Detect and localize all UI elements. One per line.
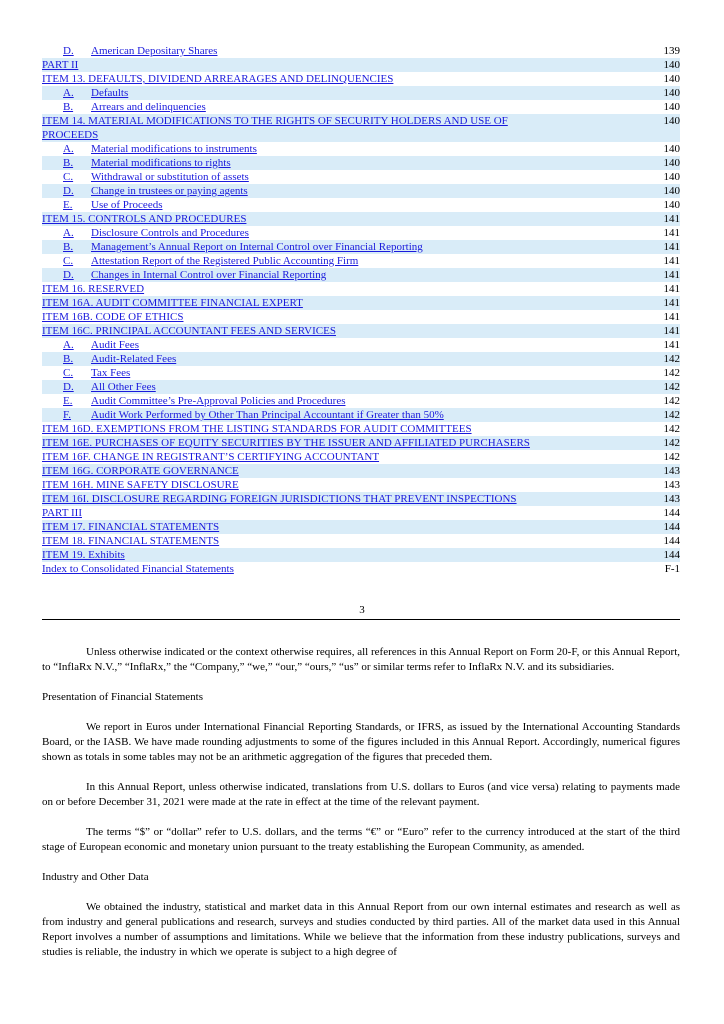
toc-page-number: 141 <box>663 325 680 337</box>
toc-page-number: 141 <box>663 255 680 267</box>
toc-item-link[interactable]: ITEM 16H. MINE SAFETY DISCLOSURE <box>42 479 239 491</box>
toc-item-link[interactable]: Withdrawal or substitution of assets <box>91 171 249 183</box>
toc-page-number: 143 <box>663 479 680 491</box>
toc-page-number: 140 <box>663 87 680 99</box>
toc-item-link[interactable]: ITEM 15. CONTROLS AND PROCEDURES <box>42 213 247 225</box>
toc-row[interactable] <box>42 436 680 450</box>
toc-row[interactable] <box>42 478 680 492</box>
toc-item-link[interactable]: Audit Work Performed by Other Than Principal Accountant if Greater than 50% <box>91 409 444 421</box>
toc-item-link[interactable]: Use of Proceeds <box>91 199 163 211</box>
toc-row[interactable] <box>42 310 680 324</box>
toc-item-link[interactable]: Attestation Report of the Registered Public Accounting Firm <box>91 255 359 267</box>
toc-row[interactable] <box>42 422 680 436</box>
toc-item-link[interactable]: Audit Committee’s Pre-Approval Policies and Procedures <box>91 395 346 407</box>
toc-item-letter[interactable]: A. <box>63 87 74 99</box>
toc-page-number: 140 <box>663 73 680 85</box>
toc-row[interactable] <box>42 142 680 156</box>
toc-item-letter[interactable]: A. <box>63 227 74 239</box>
toc-item-letter[interactable]: F. <box>63 409 71 421</box>
toc-item-link[interactable]: Material modifications to instruments <box>91 143 257 155</box>
toc-row[interactable] <box>42 114 680 142</box>
toc-page-number: 142 <box>663 367 680 379</box>
toc-row[interactable] <box>42 184 680 198</box>
toc-page-number: 142 <box>663 409 680 421</box>
ifrs-paragraph: We report in Euros under International Financial Reporting Standards, or IFRS, as issued by the International Accounting Standards Board, or the IASB. We have made rounding adjustments to some of the figures included in this Annual Report. Accordingly, numerical figures shown as totals in some tables may not be an arithmetic aggregation of the figures that preceded them. <box>42 721 680 763</box>
toc-item-letter[interactable]: C. <box>63 255 74 267</box>
toc-page-number: 144 <box>663 507 680 519</box>
toc-row[interactable] <box>42 464 680 478</box>
toc-row[interactable] <box>42 156 680 170</box>
toc-item-letter[interactable]: A. <box>63 339 74 351</box>
toc-item-letter[interactable]: E. <box>63 199 73 211</box>
page-number: 3 <box>359 604 365 616</box>
toc-item-letter[interactable]: E. <box>63 395 73 407</box>
toc-item-link[interactable]: Audit-Related Fees <box>91 353 177 365</box>
toc-item-link[interactable]: ITEM 16B. CODE OF ETHICS <box>42 311 184 323</box>
toc-page-number: 144 <box>663 549 680 561</box>
toc-item-link[interactable]: Change in trustees or paying agents <box>91 185 248 197</box>
toc-page-number: 140 <box>663 143 680 155</box>
table-of-contents <box>42 44 680 576</box>
toc-row[interactable] <box>42 44 680 58</box>
toc-row[interactable] <box>42 282 680 296</box>
toc-item-link[interactable]: ITEM 18. FINANCIAL STATEMENTS <box>42 535 220 547</box>
toc-page-number: 141 <box>663 269 680 281</box>
toc-row[interactable] <box>42 380 680 394</box>
toc-row[interactable] <box>42 562 680 576</box>
toc-item-link[interactable]: PART III <box>42 507 82 519</box>
toc-item-link[interactable]: ITEM 16E. PURCHASES OF EQUITY SECURITIES BY THE ISSUER AND AFFILIATED PURCHASERS <box>42 437 530 449</box>
toc-page-number: 141 <box>663 227 680 239</box>
section-heading-financial-statements: Presentation of Financial Statements <box>42 691 203 703</box>
toc-row[interactable] <box>42 100 680 114</box>
toc-row[interactable] <box>42 226 680 240</box>
toc-page-number: 140 <box>663 115 680 127</box>
toc-page-number: 140 <box>663 101 680 113</box>
toc-page-number: 142 <box>663 395 680 407</box>
toc-item-link[interactable]: ITEM 16F. CHANGE IN REGISTRANT’S CERTIFYING ACCOUNTANT <box>42 451 380 463</box>
toc-page-number: 140 <box>663 59 680 71</box>
toc-row[interactable] <box>42 534 680 548</box>
toc-page-number: 144 <box>663 535 680 547</box>
toc-row[interactable] <box>42 366 680 380</box>
toc-item-link[interactable]: ITEM 16. RESERVED <box>42 283 145 295</box>
toc-item-link[interactable]: ITEM 13. DEFAULTS, DIVIDEND ARREARAGES AND DELINQUENCIES <box>42 73 394 85</box>
toc-row[interactable] <box>42 520 680 534</box>
toc-row[interactable] <box>42 352 680 366</box>
toc-row[interactable] <box>42 212 680 226</box>
toc-item-link[interactable]: ITEM 16C. PRINCIPAL ACCOUNTANT FEES AND SERVICES <box>42 325 336 337</box>
document-body <box>42 645 680 975</box>
toc-item-letter[interactable]: D. <box>63 185 74 197</box>
toc-row[interactable] <box>42 548 680 562</box>
toc-page-number: 142 <box>663 423 680 435</box>
currency-terms-paragraph: The terms “$” or “dollar” refer to U.S. dollars, and the terms “€” or “Euro” refer to the currency introduced at the start of the third stage of European economic and monetary union pursuant to the treaty establishing the European Community, as amended. <box>42 826 680 853</box>
intro-paragraph: Unless otherwise indicated or the context otherwise requires, all references in this Annual Report on Form 20-F, or this Annual Report, to “InflaRx N.V.,” “InflaRx,” the “Company,” “we,” “our,” “ours,” “us” or similar terms refer to InflaRx N.V. and its subsidiaries. <box>42 646 680 673</box>
toc-item-link[interactable]: ITEM 16D. EXEMPTIONS FROM THE LISTING STANDARDS FOR AUDIT COMMITTEES <box>42 423 472 435</box>
toc-row[interactable] <box>42 296 680 310</box>
toc-item-link[interactable]: Tax Fees <box>91 367 131 379</box>
toc-page-number: 140 <box>663 199 680 211</box>
toc-item-link[interactable]: American Depositary Shares <box>91 45 218 57</box>
toc-row[interactable] <box>42 394 680 408</box>
toc-row[interactable] <box>42 492 680 506</box>
toc-item-link[interactable]: Audit Fees <box>91 339 139 351</box>
toc-row[interactable] <box>42 408 680 422</box>
toc-item-link[interactable]: Management’s Annual Report on Internal Control over Financial Reporting <box>91 241 423 253</box>
toc-item-letter[interactable]: D. <box>63 45 74 57</box>
toc-item-link[interactable]: Index to Consolidated Financial Statements <box>42 563 234 575</box>
toc-item-letter[interactable]: D. <box>63 269 74 281</box>
toc-page-number: 143 <box>663 465 680 477</box>
toc-item-link[interactable]: ITEM 16I. DISCLOSURE REGARDING FOREIGN JURISDICTIONS THAT PREVENT INSPECTIONS <box>42 493 517 505</box>
toc-page-number: 141 <box>663 311 680 323</box>
toc-item-letter[interactable]: B. <box>63 353 74 365</box>
toc-row[interactable] <box>42 506 680 520</box>
page-divider <box>42 619 680 620</box>
toc-page-number: 143 <box>663 493 680 505</box>
toc-row[interactable] <box>42 198 680 212</box>
toc-item-letter[interactable]: A. <box>63 143 74 155</box>
toc-item-letter[interactable]: C. <box>63 171 74 183</box>
toc-item-letter[interactable]: B. <box>63 241 74 253</box>
toc-row[interactable] <box>42 450 680 464</box>
toc-page-number: 141 <box>663 339 680 351</box>
toc-page-number: 141 <box>663 213 680 225</box>
toc-row[interactable] <box>42 86 680 100</box>
toc-page-number: 142 <box>663 381 680 393</box>
toc-page-number: 142 <box>663 437 680 449</box>
toc-item-link[interactable]: ITEM 17. FINANCIAL STATEMENTS <box>42 521 220 533</box>
toc-item-link[interactable]: Material modifications to rights <box>91 157 231 169</box>
toc-row[interactable] <box>42 170 680 184</box>
toc-page-number: 144 <box>663 521 680 533</box>
section-heading-industry-data: Industry and Other Data <box>42 871 149 883</box>
toc-row[interactable] <box>42 58 680 72</box>
toc-page-number: 140 <box>663 171 680 183</box>
toc-item-link[interactable]: ITEM 14. MATERIAL MODIFICATIONS TO THE RIGHTS OF SECURITY HOLDERS AND USE OF PROCEEDS <box>42 115 508 141</box>
toc-item-link[interactable]: Defaults <box>91 87 129 99</box>
toc-item-link[interactable]: Arrears and delinquencies <box>91 101 206 113</box>
toc-row[interactable] <box>42 240 680 254</box>
toc-item-link[interactable]: All Other Fees <box>91 381 156 393</box>
toc-row[interactable] <box>42 72 680 86</box>
toc-item-link[interactable]: PART II <box>42 59 79 71</box>
toc-item-link[interactable]: ITEM 16G. CORPORATE GOVERNANCE <box>42 465 239 477</box>
toc-page-number: 139 <box>663 45 680 57</box>
toc-item-letter[interactable]: D. <box>63 381 74 393</box>
toc-item-link[interactable]: ITEM 16A. AUDIT COMMITTEE FINANCIAL EXPERT <box>42 297 303 309</box>
toc-page-number: 141 <box>663 297 680 309</box>
toc-row[interactable] <box>42 324 680 338</box>
industry-paragraph: We obtained the industry, statistical and market data in this Annual Report from our own internal estimates and research as well as from industry and general publications and research, surveys and studies conducted by third parties. All of the market data used in this Annual Report involves a number of assumptions and limitations. While we believe that the information from these industry publications, surveys and studies is reliable, the industry in which we operate is subject to a high degree of <box>42 901 680 958</box>
toc-item-link[interactable]: Disclosure Controls and Procedures <box>91 227 249 239</box>
toc-page-number: 141 <box>663 283 680 295</box>
toc-page-number: 140 <box>663 157 680 169</box>
toc-page-number: 141 <box>663 241 680 253</box>
toc-page-number: F-1 <box>664 563 680 575</box>
toc-item-letter[interactable]: C. <box>63 367 74 379</box>
toc-row[interactable] <box>42 254 680 268</box>
toc-page-number: 142 <box>663 353 680 365</box>
toc-item-letter[interactable]: B. <box>63 157 74 169</box>
toc-page-number: 140 <box>663 185 680 197</box>
toc-item-letter[interactable]: B. <box>63 101 74 113</box>
toc-item-link[interactable]: ITEM 19. Exhibits <box>42 549 125 561</box>
toc-row[interactable] <box>42 338 680 352</box>
toc-page-number: 142 <box>663 451 680 463</box>
toc-item-link[interactable]: Changes in Internal Control over Financial Reporting <box>91 269 327 281</box>
translation-paragraph: In this Annual Report, unless otherwise indicated, translations from U.S. dollars to Euros (and vice versa) relating to payments made on or before December 31, 2021 were made at the rate in effect at the time of the relevant payment. <box>42 781 680 808</box>
toc-row[interactable] <box>42 268 680 282</box>
